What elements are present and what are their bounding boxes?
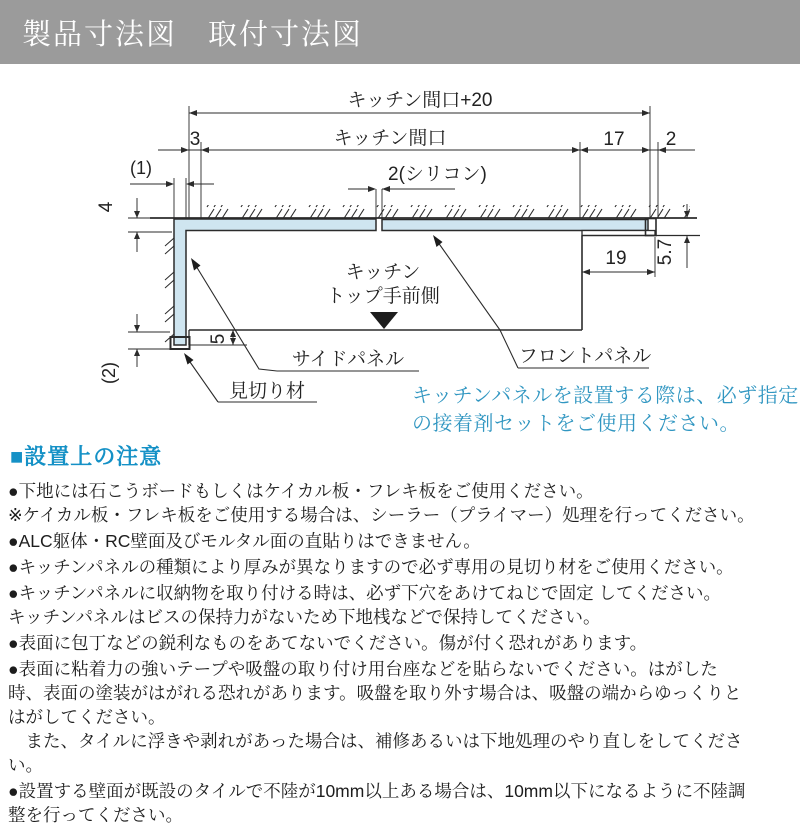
down-triangle-marker xyxy=(370,312,398,329)
title-bar xyxy=(0,0,800,64)
dim-total: キッチン間口+20 xyxy=(347,90,493,111)
note-line: ●ALC躯体・RC壁面及びモルタル面の直貼りはできません。 xyxy=(8,531,481,551)
notes-heading: ■設置上の注意 xyxy=(10,444,163,469)
note-line: はがしてください。 xyxy=(8,707,166,727)
note-line: ●設置する壁面が既設のタイルで不陸が10mm以上ある場合は、10mm以下になるように不陸調 xyxy=(8,781,746,801)
note-line: 時、表面の塗装がはがれる恐れがあります。吸盤を取り外す場合は、吸盤の端からゆっくりと xyxy=(8,683,742,703)
dimension-diagram xyxy=(0,64,800,436)
note-line: また、タイルに浮きや剥れがあった場合は、補修あるいは下地処理のやり直しをしてくださ xyxy=(8,731,743,751)
dim-thickness: 4 xyxy=(96,201,117,213)
dim-opening: キッチン間口 xyxy=(333,128,447,149)
dim-silicon: 2(シリコン) xyxy=(388,164,487,185)
note-line: 整を行ってください。 xyxy=(8,805,183,825)
page-title: 製品寸法図 取付寸法図 xyxy=(22,18,364,51)
front-panel-flange xyxy=(582,231,655,236)
dimension-lines xyxy=(130,113,695,367)
front-panel-shape xyxy=(382,220,648,231)
installation-notes-section xyxy=(0,436,800,827)
dim-right-offset: 17 xyxy=(603,129,625,150)
label-trim: 見切り材 xyxy=(228,381,306,402)
note-line: ●下地には石こうボードもしくはケイカル板・フレキ板をご使用ください。 xyxy=(8,481,594,501)
label-kitchen-top-2: トップ手前側 xyxy=(326,286,440,307)
dim-edge: 2 xyxy=(665,129,677,150)
note-line: ●表面に包丁などの鋭利なものをあてないでください。傷が付く恐れがあります。 xyxy=(8,633,648,653)
label-kitchen-top-1: キッチン xyxy=(345,262,421,283)
note-line: い。 xyxy=(8,755,43,775)
note-line: キッチンパネルはビスの保持力がないため下地桟などで保持してください。 xyxy=(8,607,601,627)
note-line: ※ケイカル板・フレキ板をご使用する場合は、シーラー（プライマー）処理を行ってください。 xyxy=(8,505,755,525)
dim-paren1: (1) xyxy=(130,158,152,178)
label-side-panel: サイドパネル xyxy=(291,349,405,370)
dim-left-offset: 3 xyxy=(189,129,201,150)
dim-front-depth: 19 xyxy=(605,248,627,269)
label-front-panel: フロントパネル xyxy=(518,346,652,367)
note-line: ●表面に粘着力の強いテープや吸盤の取り付け用台座などを貼らないでください。はがした xyxy=(8,659,718,679)
dim-bottom: 5 xyxy=(208,333,229,345)
adhesive-note-line1: キッチンパネルを設置する際は、必ず指定 xyxy=(412,385,799,407)
note-line: ●キッチンパネルに収納物を取り付ける時は、必ず下穴をあけてねじで固定 してください。 xyxy=(8,583,721,603)
dim-paren2: (2) xyxy=(99,362,119,384)
dim-cap-height: 5.7 xyxy=(655,238,676,266)
note-line: ●キッチンパネルの種類により厚みが異なりますので必ず専用の見切り材をご使用ください。 xyxy=(8,557,734,577)
adhesive-note-line2: の接着剤セットをご使用ください。 xyxy=(412,413,740,435)
